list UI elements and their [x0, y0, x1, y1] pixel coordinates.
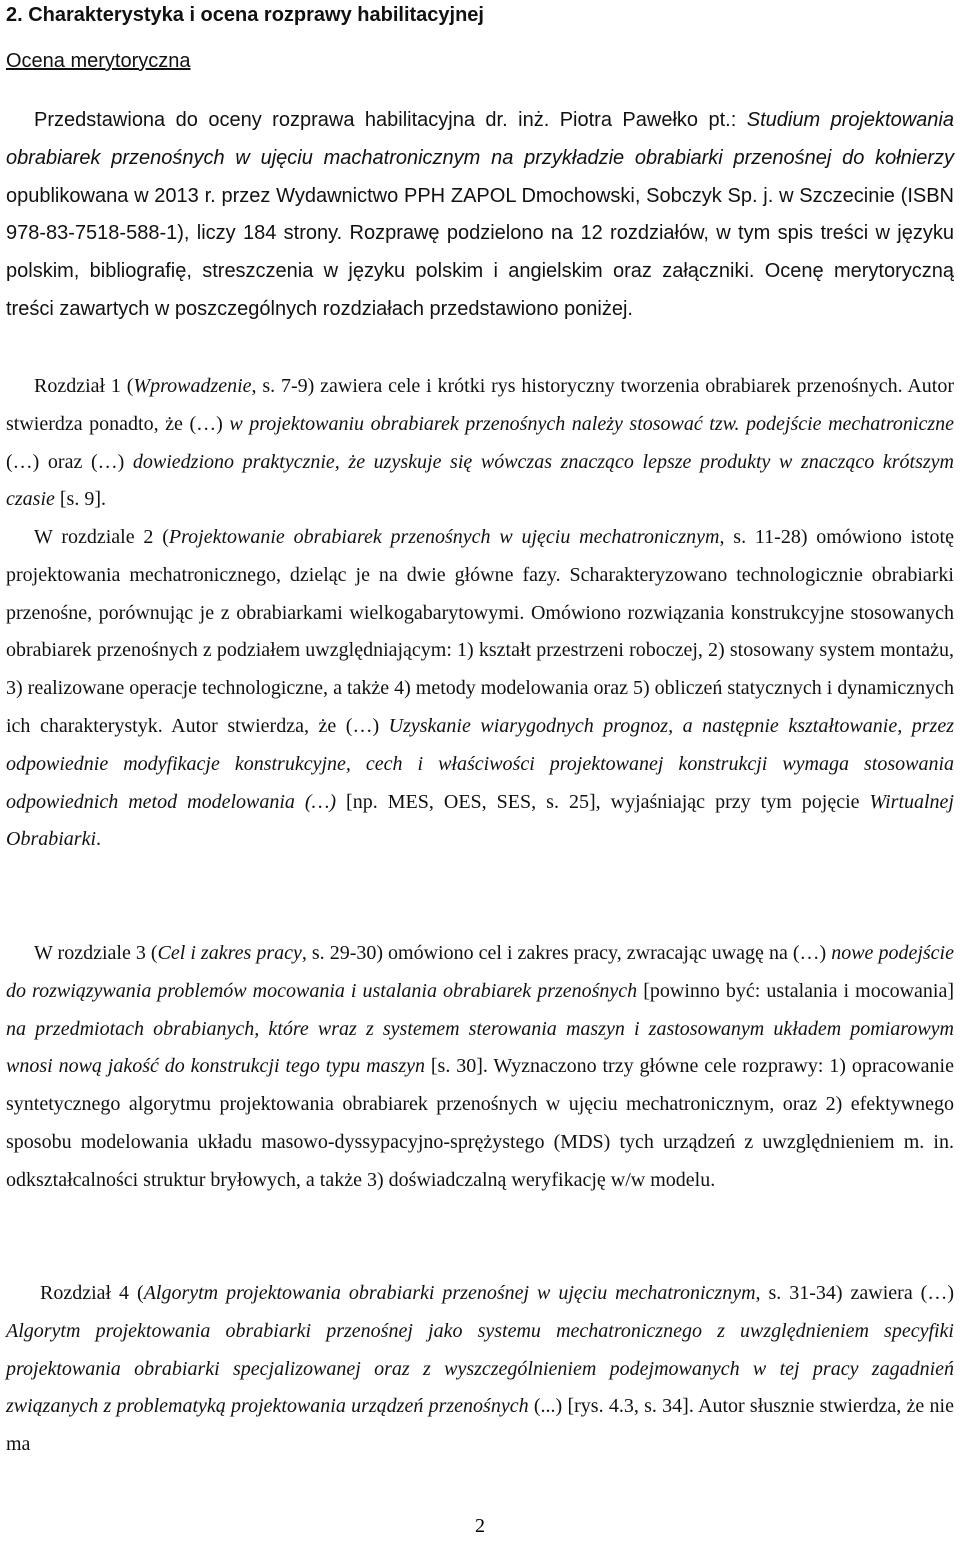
section-heading: 2. Charakterystyka i ocena rozprawy habilitacyjnej	[6, 4, 484, 26]
subheading: Ocena merytoryczna	[6, 50, 191, 72]
paragraph-chapter-1: Rozdział 1 (Wprowadzenie, s. 7-9) zawiera cele i krótki rys historyczny tworzenia obrabiarek przenośnych. Autor stwierdza ponadto, że (…) w projektowaniu obrabiarek przenośnych należy stosować tzw. podejście mechatroniczne (…) oraz (…) dowiedziono praktycznie, że uzyskuje się wówczas znacząco lepsze produkty w znacząco krótszym czasie [s. 9].	[6, 375, 955, 511]
paragraph-chapter-4: Rozdział 4 (Algorytm projektowania obrabiarki przenośnej w ujęciu mechatronicznym, s. 31-34) zawiera (…) Algorytm projektowania obrabiarki przenośnej jako systemu mechatronicznego z uwzględnieniem specyfiki projektowania obrabiarki specjalizowanej oraz z wyszczególnieniem podejmowanych w tej pracy zagadnień związanych z problematyką projektowania urządzeń przenośnych (...) [rys. 4.3, s. 34]. Autor słusznie stwierdza, że nie ma	[6, 1282, 954, 1456]
paragraph-chapter-2: W rozdziale 2 (Projektowanie obrabiarek przenośnych w ujęciu mechatronicznym, s. 11-28) omówiono istotę projektowania mechatronicznego, dzieląc je na dwie główne fazy. Scharakteryzowano technologicznie obrabiarki przenośne, porównując je z obrabiarkami wielkogabarytowymi. Omówiono rozwiązania konstrukcyjne stosowanych obrabiarek przenośnych z podziałem uwzględniającym: 1) kształt przestrzeni roboczej, 2) stosowany system montażu, 3) realizowane operacje technologiczne, a także 4) metody modelowania oraz 5) obliczeń statycznych i dynamicznych ich charakterystyk. Autor stwierdza, że (…) Uzyskanie wiarygodnych prognoz, a następnie kształtowanie, przez odpowiednie modyfikacje konstrukcyjne, cech i właściwości projektowanej konstrukcji wymaga stosowania odpowiednich metod modelowania (…) [np. MES, OES, SES, s. 25], wyjaśniając przy tym pojęcie Wirtualnej Obrabiarki.	[6, 526, 954, 851]
paragraph-chapter-3: W rozdziale 3 (Cel i zakres pracy, s. 29-30) omówiono cel i zakres pracy, zwracając uwagę na (…) nowe podejście do rozwiązywania problemów mocowania i ustalania obrabiarek przenośnych [powinno być: ustalania i mocowania] na przedmiotach obrabianych, które wraz z systemem sterowania maszyn i zastosowanym układem pomiarowym wnosi nową jakość do konstrukcji tego typu maszyn [s. 30]. Wyznaczono trzy główne cele rozprawy: 1) opracowanie syntetycznego algorytmu projektowania obrabiarek przenośnych w ujęciu mechatronicznym, oraz 2) efektywnego sposobu modelowania układu masowo-dyssypacyjno-sprężystego (MDS) tych urządzeń z uwzględnieniem m. in. odkształcalności struktur bryłowych, a także 3) doświadczalną weryfikację w/w modelu.	[6, 942, 954, 1191]
page-number: 2	[475, 1515, 485, 1537]
paragraph-intro: Przedstawiona do oceny rozprawa habilitacyjna dr. inż. Piotra Pawełko pt.: Studium projektowania obrabiarek przenośnych w ujęciu machatronicznym na przykładzie obrabiarki przenośnej do kołnierzy opublikowana w 2013 r. przez Wydawnictwo PPH ZAPOL Dmochowski, Sobczyk Sp. j. w Szczecinie (ISBN 978-83-7518-588-1), liczy 184 strony. Rozprawę podzielono na 12 rozdziałów, w tym spis treści w języku polskim, bibliografię, streszczenia w języku polskim i angielskim oraz załączniki. Ocenę merytoryczną treści zawartych w poszczególnych rozdziałach przedstawiono poniżej.	[6, 109, 954, 320]
